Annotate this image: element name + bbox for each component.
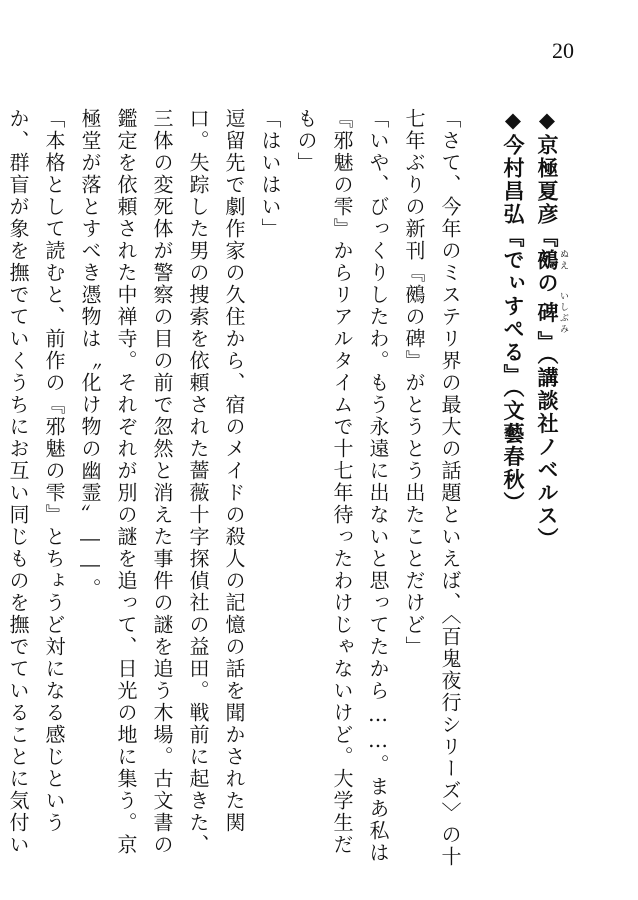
ruby-nue-mark: 鵺 ぬえ [535,249,568,272]
paragraph: 「いや、びっくりしたわ。もう永遠に出ないと思ってたから……。まあ私は『邪魅の雫』からリアルタイムで十七年待ったわけじゃないけど。大学生だもの」 [294,108,390,864]
ruby-ishibumi-mark: 碑 いしぶみ [535,291,568,335]
paragraph: 「はいはい」 [258,108,282,240]
paragraph: 「さて、今年のミステリ界の最大の話題といえば、〈百鬼夜行シリーズ〉の十七年ぶりの新刊『鵺の碑』がとうとう出たことだけど」 [402,108,462,868]
paragraph: 逗留先で劇作家の久住から、宿のメイドの殺人の記憶の話を聞かされた関口。失踪した男の捜索を依頼された薔薇十字探偵社の益田。戦前に起きた、三体の変死体が警察の目の前で忽然と消えた事件の謎を追う木場。古文書の鑑定を依頼された中禅寺。それぞれが別の謎を追って、日光の地に集う。京極堂が落とすべき憑物は〝化け物の幽霊〟――。 [78,108,246,856]
paragraph: 「本格として読むと、前作の『邪魅の雫』とちょうど対になる感じというか、群盲が象を撫でていくうちにお互い同じものを撫でていることに気付い [6,108,66,856]
page-number: 20 [552,38,574,63]
book-heading-2: ◆今村昌弘『でぃすぺる』（文藝春秋） [501,108,525,515]
book-heading-1: ◆京極夏彦『鵺 ぬえの碑 いしぶみ』（講談社ノベルス） [535,108,568,551]
vertical-text-block [6,108,568,868]
